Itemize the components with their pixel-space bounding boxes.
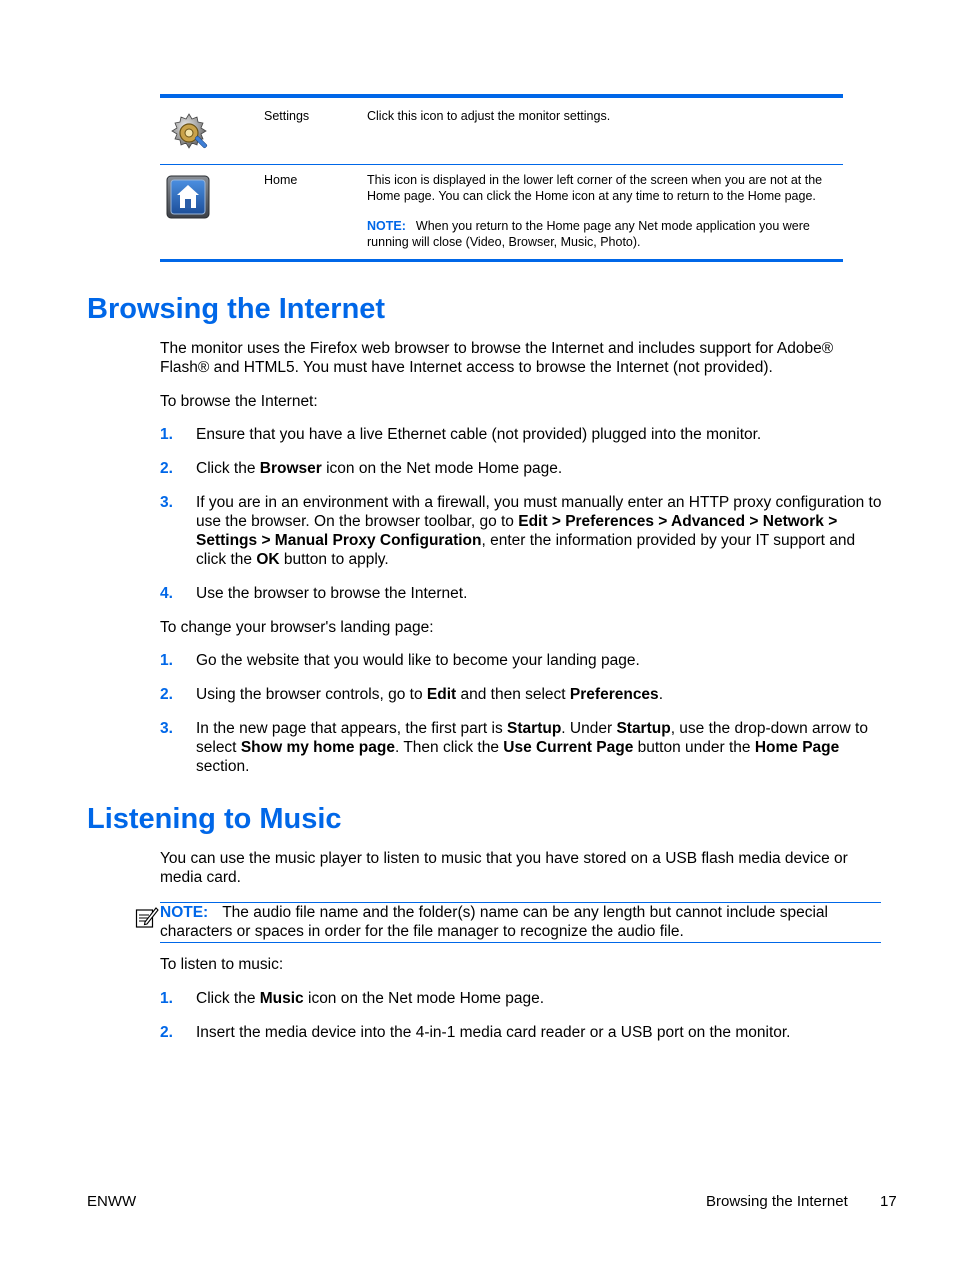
footer-section: Browsing the Internet <box>706 1193 848 1210</box>
note-pencil-icon <box>135 905 159 934</box>
note-label: NOTE: <box>367 219 406 233</box>
step-number: 4. <box>160 585 173 602</box>
music-lead: To listen to music: <box>160 956 284 973</box>
note-text: The audio file name and the folder(s) name can be any length but cannot include special characters or spaces in order for the file manager to recognize the audio file. <box>160 904 828 940</box>
icon-table <box>160 94 843 262</box>
step-text: In the new page that appears, the first part is Startup. Under Startup, use the drop-down arrow to select Show my home page. Then click the Use Current Page button under the Home Page section. <box>196 720 868 775</box>
list-item <box>160 459 882 478</box>
table-row <box>160 165 843 259</box>
step-number: 3. <box>160 720 173 737</box>
section-heading-music: Listening to Music <box>87 803 342 835</box>
list-item <box>160 584 882 603</box>
note-text: When you return to the Home page any Net mode application you were running will close (Video, Browser, Music, Photo). <box>367 219 810 249</box>
step-text: Insert the media device into the 4-in-1 media card reader or a USB port on the monitor. <box>196 1024 791 1041</box>
note-label: NOTE: <box>160 904 209 921</box>
step-number: 1. <box>160 426 173 443</box>
browsing-lead-1: To browse the Internet: <box>160 393 318 410</box>
step-number: 3. <box>160 494 173 511</box>
list-item <box>160 1023 882 1042</box>
step-number: 2. <box>160 1024 173 1041</box>
list-item <box>160 719 882 776</box>
browsing-lead-2: To change your browser's landing page: <box>160 619 434 636</box>
table-row <box>160 98 843 165</box>
list-item <box>160 651 882 670</box>
settings-gear-icon <box>166 110 212 160</box>
music-intro: You can use the music player to listen to music that you have stored on a USB flash media device or media card. <box>160 850 848 886</box>
home-desc-text: This icon is displayed in the lower left corner of the screen when you are not at the Home page. You can click the Home icon at any time to return to the Home page. <box>367 173 823 203</box>
table-desc-home <box>367 172 839 250</box>
footer-left: ENWW <box>87 1193 137 1210</box>
list-item <box>160 493 882 569</box>
section-heading-browsing: Browsing the Internet <box>87 293 386 325</box>
browsing-intro: The monitor uses the Firefox web browser to browse the Internet and includes support for Adobe® Flash® and HTML5. You must have Internet access to browse the Internet (not provided). <box>160 340 834 376</box>
step-number: 1. <box>160 652 173 669</box>
list-item <box>160 425 882 444</box>
step-number: 2. <box>160 460 173 477</box>
home-note <box>367 218 839 250</box>
step-text: Click the Browser icon on the Net mode Home page. <box>196 460 563 477</box>
table-desc-settings: Click this icon to adjust the monitor settings. <box>367 109 611 123</box>
step-text: Using the browser controls, go to Edit and then select Preferences. <box>196 686 663 703</box>
step-text: Ensure that you have a live Ethernet cable (not provided) plugged into the monitor. <box>196 426 762 443</box>
step-number: 1. <box>160 990 173 1007</box>
list-item <box>160 685 882 704</box>
step-text: If you are in an environment with a firewall, you must manually enter an HTTP proxy configuration to use the browser. On the browser toolbar, go to Edit > Preferences > Advanced > Network > Settings > Manual Proxy Configuration, enter the information provided by your IT support and click the OK button to apply. <box>196 494 882 568</box>
list-item <box>160 989 882 1008</box>
table-name-home: Home <box>264 173 298 187</box>
step-text: Click the Music icon on the Net mode Home page. <box>196 990 545 1007</box>
table-name-settings: Settings <box>264 109 310 123</box>
step-number: 2. <box>160 686 173 703</box>
home-icon <box>166 175 210 223</box>
page-number: 17 <box>880 1193 897 1210</box>
step-text: Use the browser to browse the Internet. <box>196 585 468 602</box>
note-box <box>160 902 881 943</box>
step-text: Go the website that you would like to become your landing page. <box>196 652 640 669</box>
